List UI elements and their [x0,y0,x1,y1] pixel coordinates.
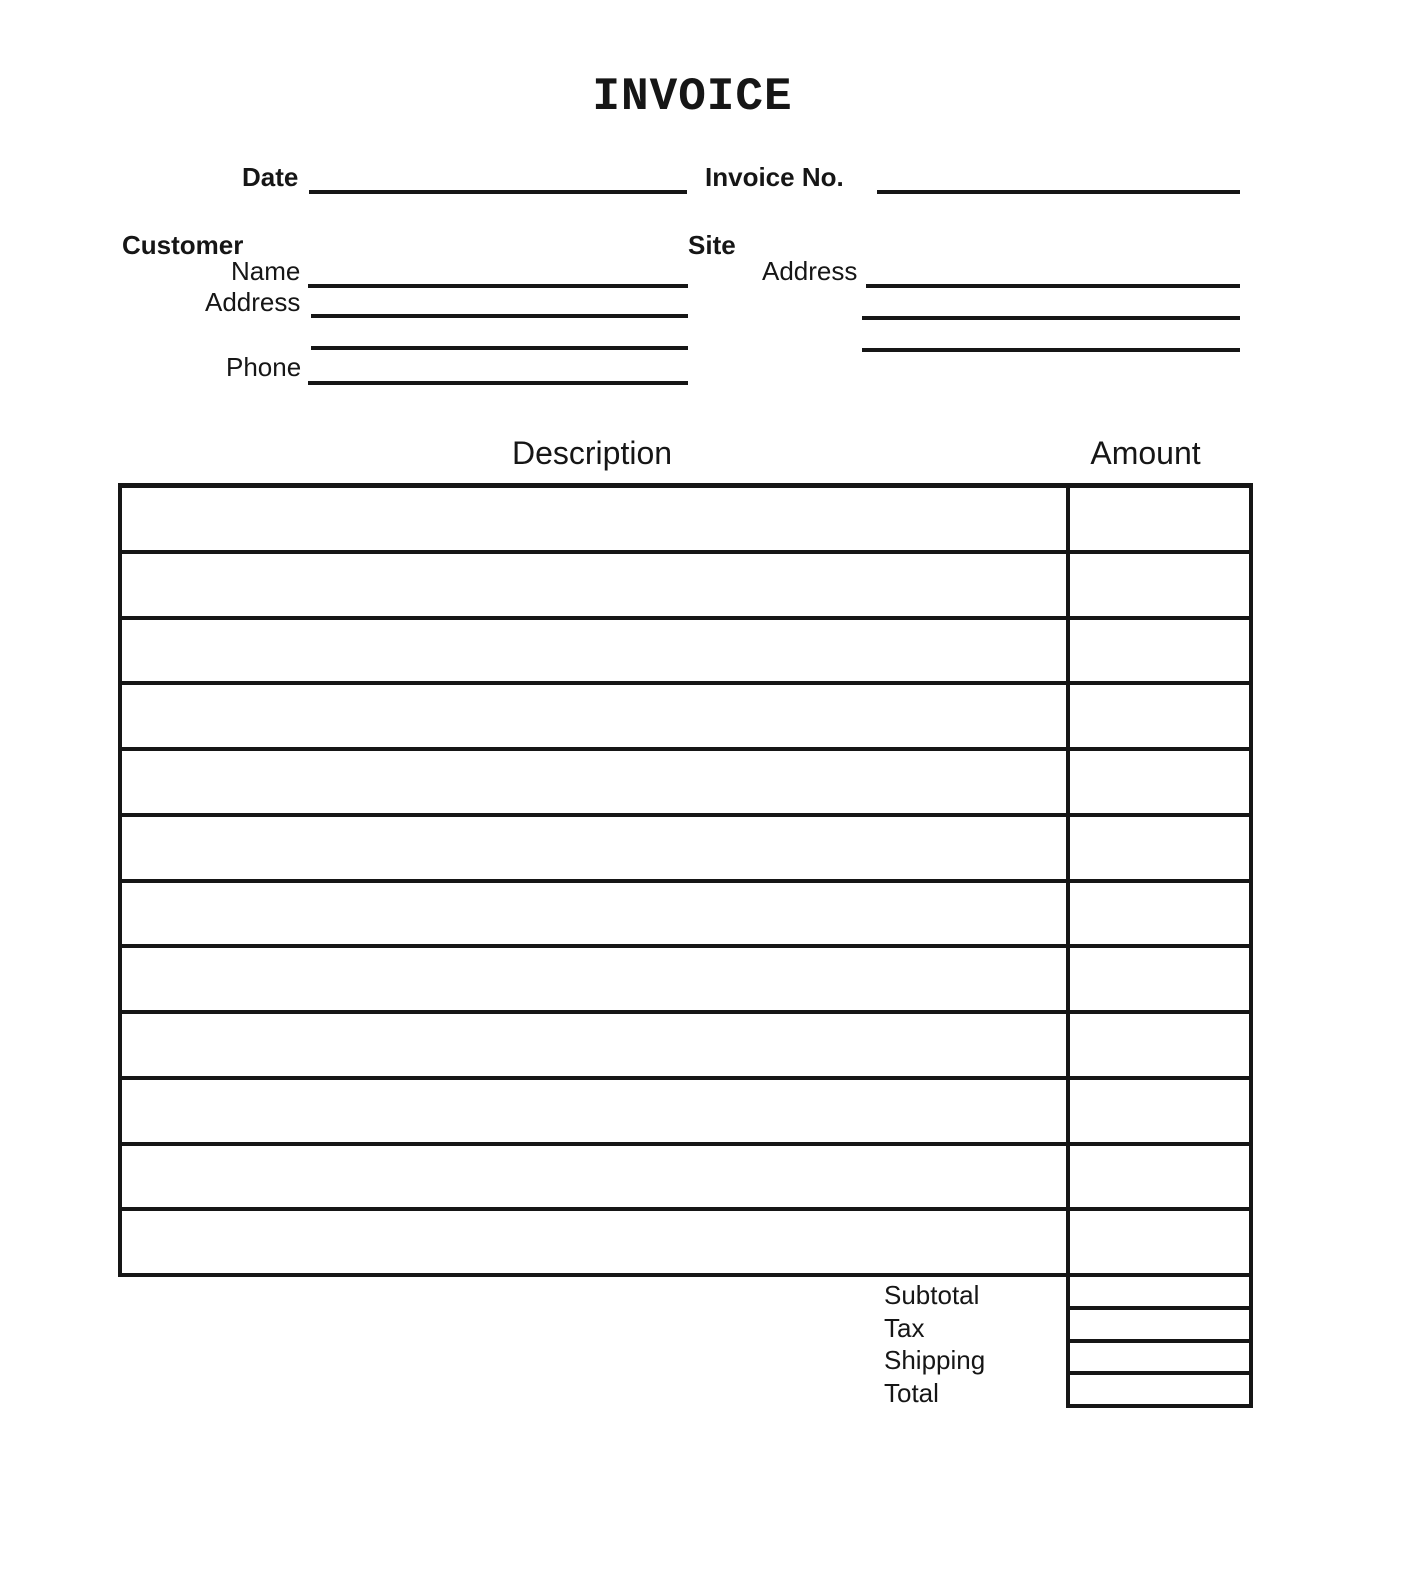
summary-label-subtotal: Subtotal [884,1280,980,1310]
line-item-description-cell[interactable] [122,1146,1070,1208]
line-item-description-cell[interactable] [122,620,1070,682]
summary-label-total: Total [884,1377,939,1408]
customer-name-input-line[interactable] [308,254,688,288]
summary-value-cell-shipping[interactable] [1070,1343,1249,1376]
customer-phone-input-line[interactable] [308,351,688,385]
amount-column-header: Amount [1090,435,1201,471]
customer-address-label: Address [205,287,301,317]
line-item-description-cell[interactable] [122,554,1070,616]
line-item-amount-cell[interactable] [1070,488,1249,550]
table-row [122,488,1249,554]
table-row [122,883,1249,949]
description-column-header: Description [511,435,673,471]
line-item-amount-cell[interactable] [1070,620,1249,682]
line-item-amount-cell[interactable] [1070,1014,1249,1076]
summary-value-cell-tax[interactable] [1070,1310,1249,1343]
table-row [122,751,1249,817]
site-address-input-line[interactable] [866,254,1240,288]
page-title: INVOICE [592,71,793,123]
customer-address-input-line[interactable] [311,284,688,318]
line-item-amount-cell[interactable] [1070,751,1249,813]
line-item-amount-cell[interactable] [1070,883,1249,945]
line-item-description-cell[interactable] [122,1211,1070,1273]
summary-label-shipping: Shipping [884,1345,986,1375]
line-item-amount-cell[interactable] [1070,1146,1249,1208]
site-address2-input-line[interactable] [862,286,1240,320]
line-item-description-cell[interactable] [122,685,1070,747]
summary-label-tax: Tax [884,1312,925,1343]
site-address-label: Address [762,256,858,286]
invoice-no-label: Invoice No. [705,162,844,192]
site-address3-input-line[interactable] [862,318,1240,352]
table-row [122,685,1249,751]
table-row [122,1080,1249,1146]
line-item-description-cell[interactable] [122,817,1070,879]
line-item-description-cell[interactable] [122,883,1070,945]
date-label: Date [242,162,299,192]
line-item-amount-cell[interactable] [1070,817,1249,879]
line-item-amount-cell[interactable] [1070,554,1249,616]
line-item-description-cell[interactable] [122,751,1070,813]
summary-value-cell-subtotal[interactable] [1070,1277,1249,1310]
line-item-description-cell[interactable] [122,1080,1070,1142]
table-row [122,1014,1249,1080]
table-row [122,620,1249,686]
line-item-description-cell[interactable] [122,948,1070,1010]
customer-section-label: Customer [122,230,244,260]
table-row [122,1211,1249,1273]
line-items-table [118,483,1253,1277]
summary-labels [884,1279,1059,1409]
line-item-amount-cell[interactable] [1070,1080,1249,1142]
table-row [122,817,1249,883]
customer-phone-label: Phone [226,352,302,382]
table-row [122,554,1249,620]
line-item-amount-cell[interactable] [1070,1211,1249,1273]
line-item-description-cell[interactable] [122,1014,1070,1076]
summary-value-cell-total[interactable] [1070,1375,1249,1404]
line-item-amount-cell[interactable] [1070,948,1249,1010]
invoice-no-input-line[interactable] [877,160,1240,194]
customer-name-label: Name [231,256,301,286]
table-row [122,948,1249,1014]
line-item-amount-cell[interactable] [1070,685,1249,747]
line-item-description-cell[interactable] [122,488,1070,550]
summary-box [1066,1277,1253,1408]
customer-address2-input-line[interactable] [311,316,688,350]
table-row [122,1146,1249,1212]
date-input-line[interactable] [309,160,687,194]
site-section-label: Site [688,230,736,260]
